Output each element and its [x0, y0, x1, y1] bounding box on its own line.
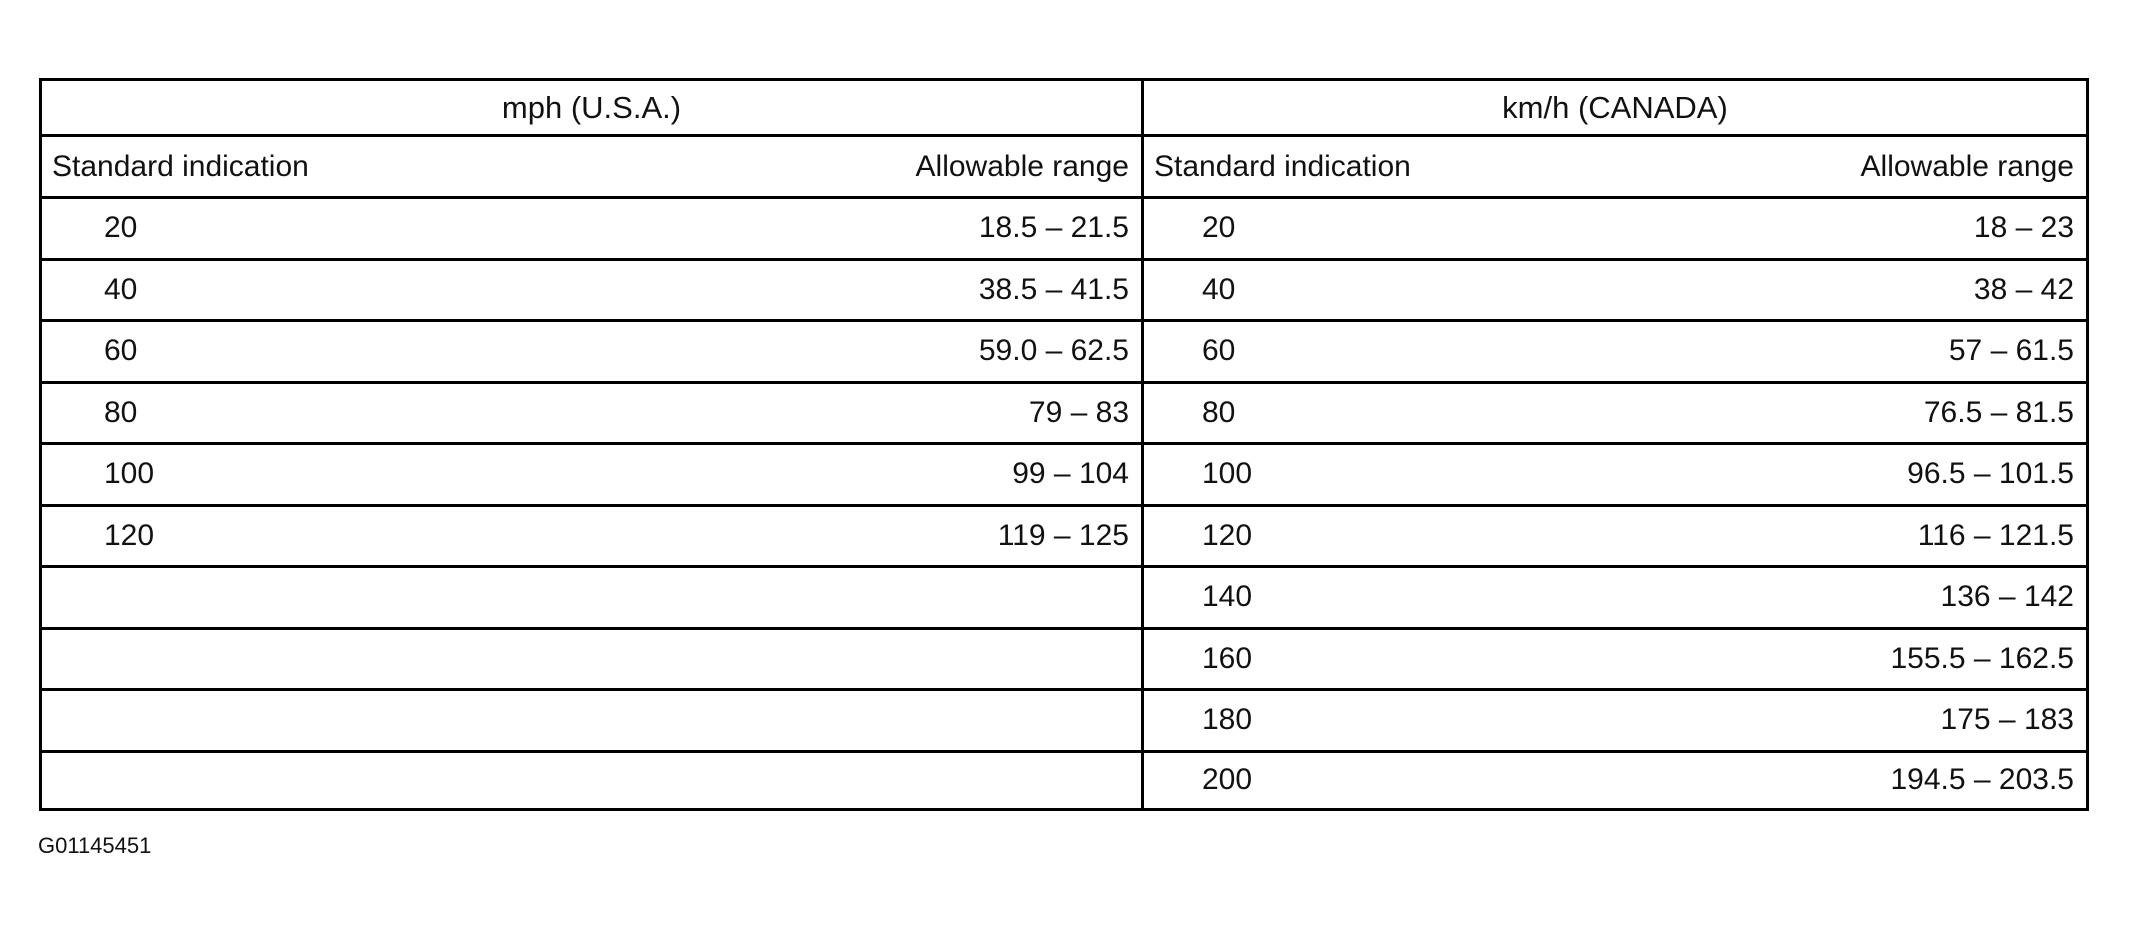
range-cell: 119 – 125 — [997, 518, 1129, 552]
table-row — [1144, 507, 2086, 569]
table-row — [42, 630, 1141, 692]
table-row — [1144, 384, 2086, 446]
table-row — [42, 322, 1141, 384]
range-cell: 18.5 – 21.5 — [978, 211, 1129, 245]
table-row — [1144, 445, 2086, 507]
range-cell: 194.5 – 203.5 — [1890, 763, 2074, 797]
table-row — [42, 199, 1141, 261]
mph-group-title: mph (U.S.A.) — [42, 81, 1141, 137]
kmh-group-title: km/h (CANADA) — [1144, 81, 2086, 137]
standard-cell: 200 — [1202, 763, 1253, 797]
table-row — [1144, 322, 2086, 384]
standard-cell: 20 — [104, 211, 138, 245]
standard-cell: 40 — [1202, 272, 1236, 306]
standard-cell: 100 — [1202, 457, 1253, 491]
table-row — [42, 445, 1141, 507]
mph-column-headers — [42, 137, 1141, 199]
table-row — [1144, 630, 2086, 692]
range-cell: 38.5 – 41.5 — [978, 272, 1129, 306]
standard-cell: 120 — [104, 518, 155, 552]
table-row — [1144, 261, 2086, 323]
range-cell: 76.5 – 81.5 — [1923, 395, 2074, 429]
speedometer-tolerance-table — [39, 78, 2089, 811]
standard-cell: 60 — [104, 334, 138, 368]
standard-cell: 20 — [1202, 211, 1236, 245]
mph-column-group — [42, 81, 1144, 808]
table-row — [1144, 753, 2086, 809]
range-cell: 99 – 104 — [1012, 457, 1129, 491]
standard-cell: 80 — [1202, 395, 1236, 429]
range-cell: 136 – 142 — [1940, 580, 2074, 614]
standard-cell: 160 — [1202, 641, 1253, 675]
figure-code: G01145451 — [38, 833, 152, 858]
range-cell: 38 – 42 — [1973, 272, 2074, 306]
standard-cell: 80 — [104, 395, 138, 429]
range-cell: 155.5 – 162.5 — [1890, 641, 2074, 675]
kmh-standard-header: Standard indication — [1154, 149, 1411, 183]
table-row — [1144, 199, 2086, 261]
kmh-column-group — [1144, 81, 2086, 808]
range-cell: 59.0 – 62.5 — [978, 334, 1129, 368]
standard-cell: 40 — [104, 272, 138, 306]
range-cell: 57 – 61.5 — [1948, 334, 2074, 368]
kmh-range-header: Allowable range — [1860, 149, 2074, 183]
standard-cell: 100 — [104, 457, 155, 491]
standard-cell: 60 — [1202, 334, 1236, 368]
table-row — [42, 384, 1141, 446]
table-row — [42, 507, 1141, 569]
mph-range-header: Allowable range — [915, 149, 1129, 183]
range-cell: 18 – 23 — [1973, 211, 2074, 245]
range-cell: 79 – 83 — [1028, 395, 1129, 429]
kmh-column-headers — [1144, 137, 2086, 199]
table-row — [1144, 568, 2086, 630]
table-row — [42, 691, 1141, 753]
standard-cell: 140 — [1202, 580, 1253, 614]
standard-cell: 180 — [1202, 703, 1253, 737]
range-cell: 175 – 183 — [1940, 703, 2074, 737]
standard-cell: 120 — [1202, 518, 1253, 552]
mph-standard-header: Standard indication — [52, 149, 309, 183]
table-row — [1144, 691, 2086, 753]
table-row — [42, 753, 1141, 809]
table-row — [42, 261, 1141, 323]
range-cell: 96.5 – 101.5 — [1907, 457, 2074, 491]
range-cell: 116 – 121.5 — [1917, 518, 2074, 552]
table-row — [42, 568, 1141, 630]
